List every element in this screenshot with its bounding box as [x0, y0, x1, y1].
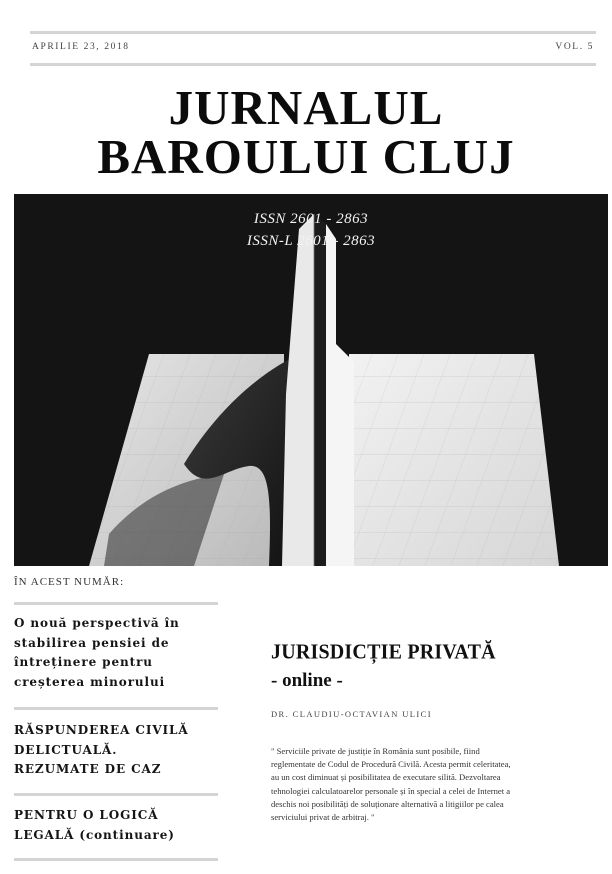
issue-date: APRILIE 23, 2018	[32, 42, 130, 52]
masthead-line-2: BAROULUI CLUJ	[97, 129, 515, 184]
toc-rule-2	[14, 707, 218, 710]
toc-item-2-line-1: RĂSPUNDEREA CIVILĂ	[14, 723, 189, 737]
excerpt-line-1: " Serviciile private de justiție în România sunt posibile, fiind	[271, 746, 480, 756]
header-rule	[30, 63, 596, 66]
cover-photo	[14, 194, 608, 566]
toc-item-3-line-1: PENTRU O LOGICĂ	[14, 808, 159, 822]
toc-rule-3	[14, 793, 218, 796]
toc-item-1-line-1: O nouă perspectivă în	[14, 616, 180, 630]
excerpt-line-6: serviciului privat de arbitraj. "	[271, 812, 375, 823]
toc-item-1-line-4: creșterea minorului	[14, 674, 166, 689]
excerpt-line-3: au un cost diminuat și posibilitatea de executare silită. Dezvoltarea	[271, 772, 501, 783]
toc-item-2-line-3: REZUMATE DE CAZ	[14, 762, 162, 776]
excerpt-line-5: deschis noi posibilități de soluționare alternativă a litigiilor pe calea	[271, 798, 504, 809]
article-excerpt	[271, 745, 589, 824]
excerpt-line-4: tehnologiei calculatoarelor personale și în special a celei de Internet a	[271, 785, 511, 796]
volume-number: VOL. 5	[555, 42, 594, 52]
toc-item-1-line-3: întreținere pentru	[14, 655, 153, 669]
issn-text: ISSN 2601 - 2863	[253, 211, 369, 227]
article-author: DR. CLAUDIU-OCTAVIAN ULICI	[271, 709, 432, 719]
toc-rule-4	[14, 858, 218, 861]
toc-rule-1	[14, 602, 218, 605]
top-rule	[30, 31, 596, 34]
toc-item-2-line-2: DELICTUALĂ.	[14, 742, 118, 757]
toc-item-3[interactable]	[14, 806, 220, 845]
toc-item-2[interactable]	[14, 721, 220, 780]
toc-heading: ÎN ACEST NUMĂR:	[14, 576, 125, 588]
toc-item-1[interactable]	[14, 614, 220, 692]
issn-l-text: ISSN-L 2601 - 2863	[246, 233, 376, 249]
toc-item-3-line-2: LEGALĂ (continuare)	[14, 827, 175, 842]
masthead-line-1: JURNALUL	[168, 80, 444, 135]
toc-item-1-line-2: stabilirea pensiei de	[14, 635, 170, 650]
article-subtitle: - online -	[271, 670, 343, 691]
excerpt-line-2: reglementate de Codul de Procedură Civilă. Acesta permit celeritatea,	[271, 759, 511, 770]
article-title: JURISDICȚIE PRIVATĂ	[271, 640, 496, 664]
